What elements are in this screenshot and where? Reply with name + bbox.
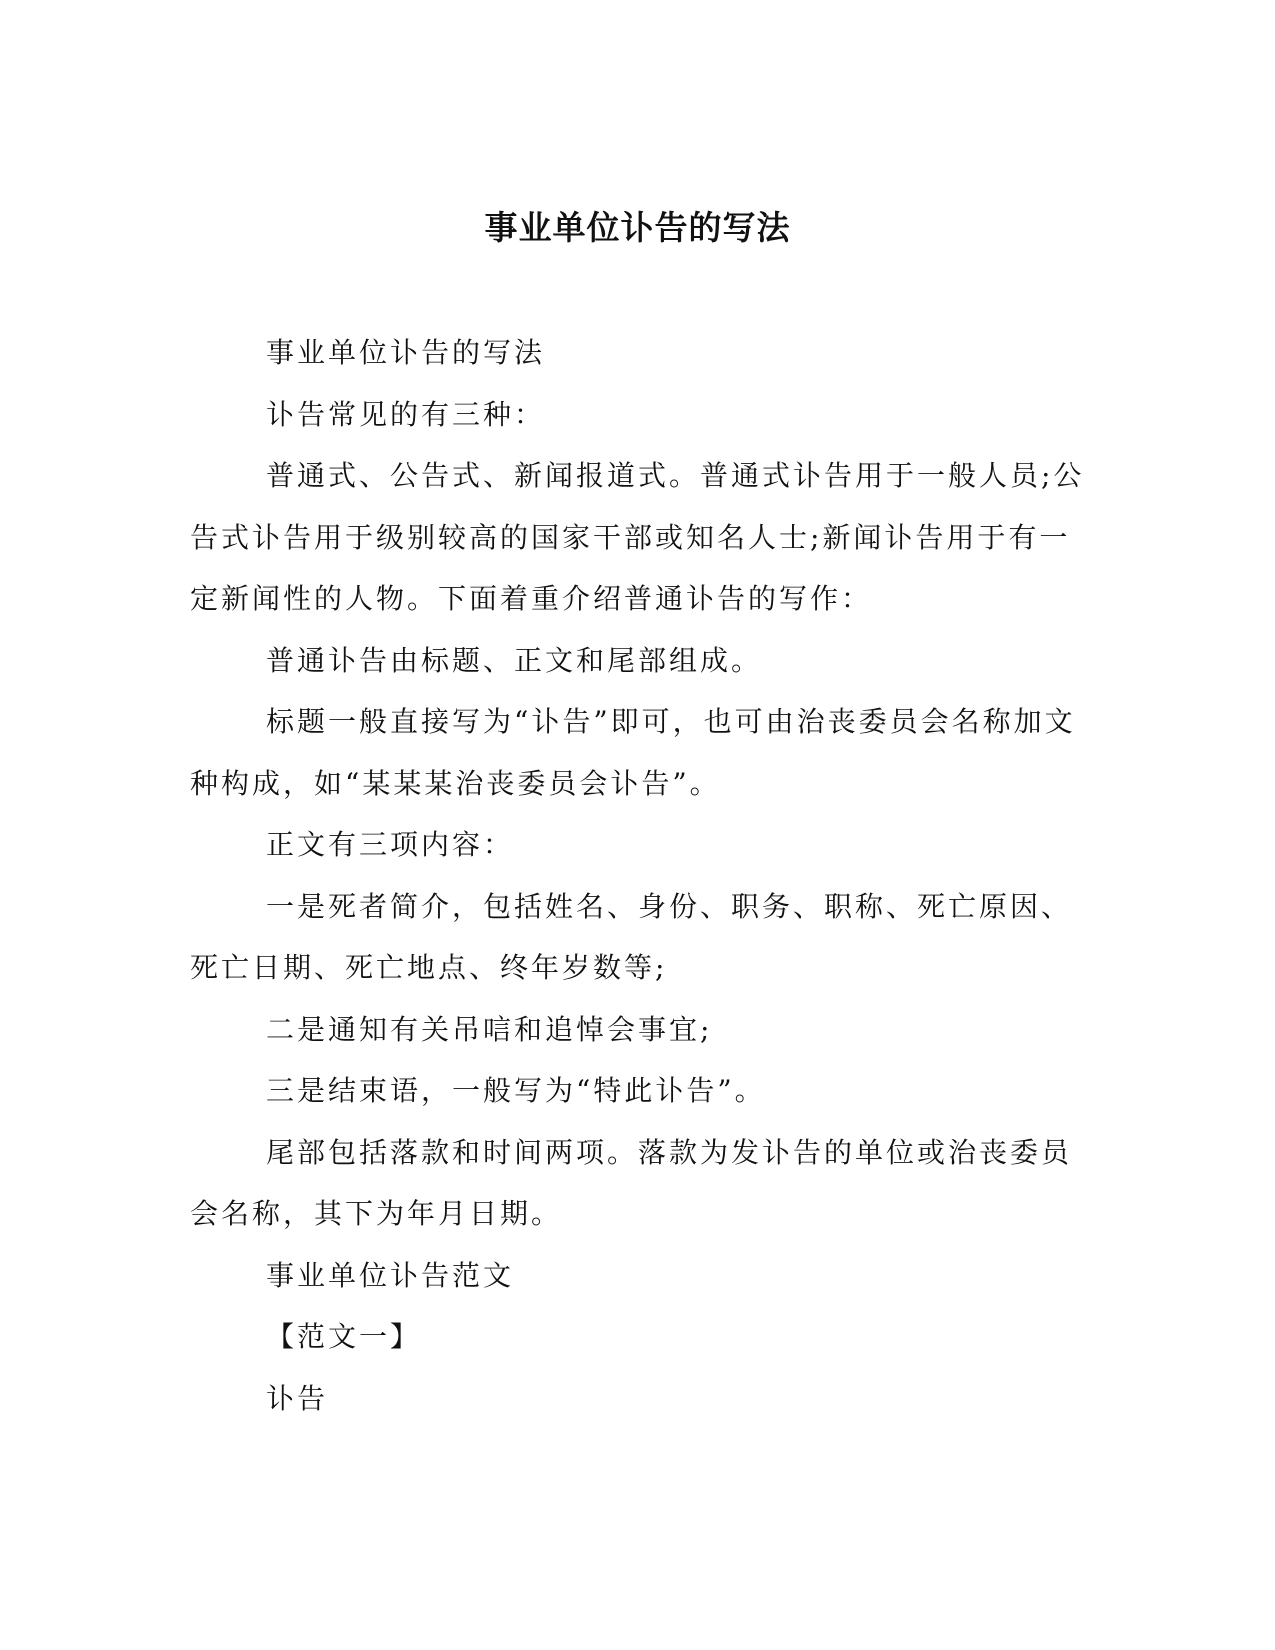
paragraph-types-list: 普通式、公告式、新闻报道式。普通式讣告用于一般人员;公告式讣告用于级别较高的国家干部或知名人士;新闻讣告用于有一定新闻性的人物。下面着重介绍普通讣告的写作： [190, 459, 1085, 615]
paragraph-body-intro: 正文有三项内容： [266, 828, 515, 861]
paragraph-body-item-3: 三是结束语，一般写为“特此讣告”。 [266, 1074, 766, 1107]
paragraph-body-item-2: 二是通知有关吊唁和追悼会事宜; [266, 1012, 713, 1046]
paragraph-structure: 普通讣告由标题、正文和尾部组成。 [266, 643, 763, 677]
document-body [190, 322, 1090, 1429]
paragraph-subtitle: 事业单位讣告的写法 [266, 336, 546, 369]
paragraph-footer-rule: 尾部包括落款和时间两项。落款为发讣告的单位或治丧委员会名称，其下为年月日期。 [190, 1135, 1073, 1230]
paragraph-types-intro: 讣告常见的有三种： [266, 397, 546, 431]
paragraph-body-item-1: 一是死者简介，包括姓名、身份、职务、职称、死亡原因、死亡日期、死亡地点、终年岁数等; [190, 889, 1073, 984]
paragraph-sample-heading: 事业单位讣告范文 [266, 1258, 515, 1292]
paragraph-sample-title: 讣告 [266, 1381, 329, 1415]
paragraph-heading-rule: 标题一般直接写为“讣告”即可，也可由治丧委员会名称加文种构成，如“某某某治丧委员会讣告”。 [190, 705, 1076, 800]
paragraph-sample-label: 【范文一】 [266, 1320, 422, 1353]
document-title: 事业单位讣告的写法 [484, 208, 791, 247]
